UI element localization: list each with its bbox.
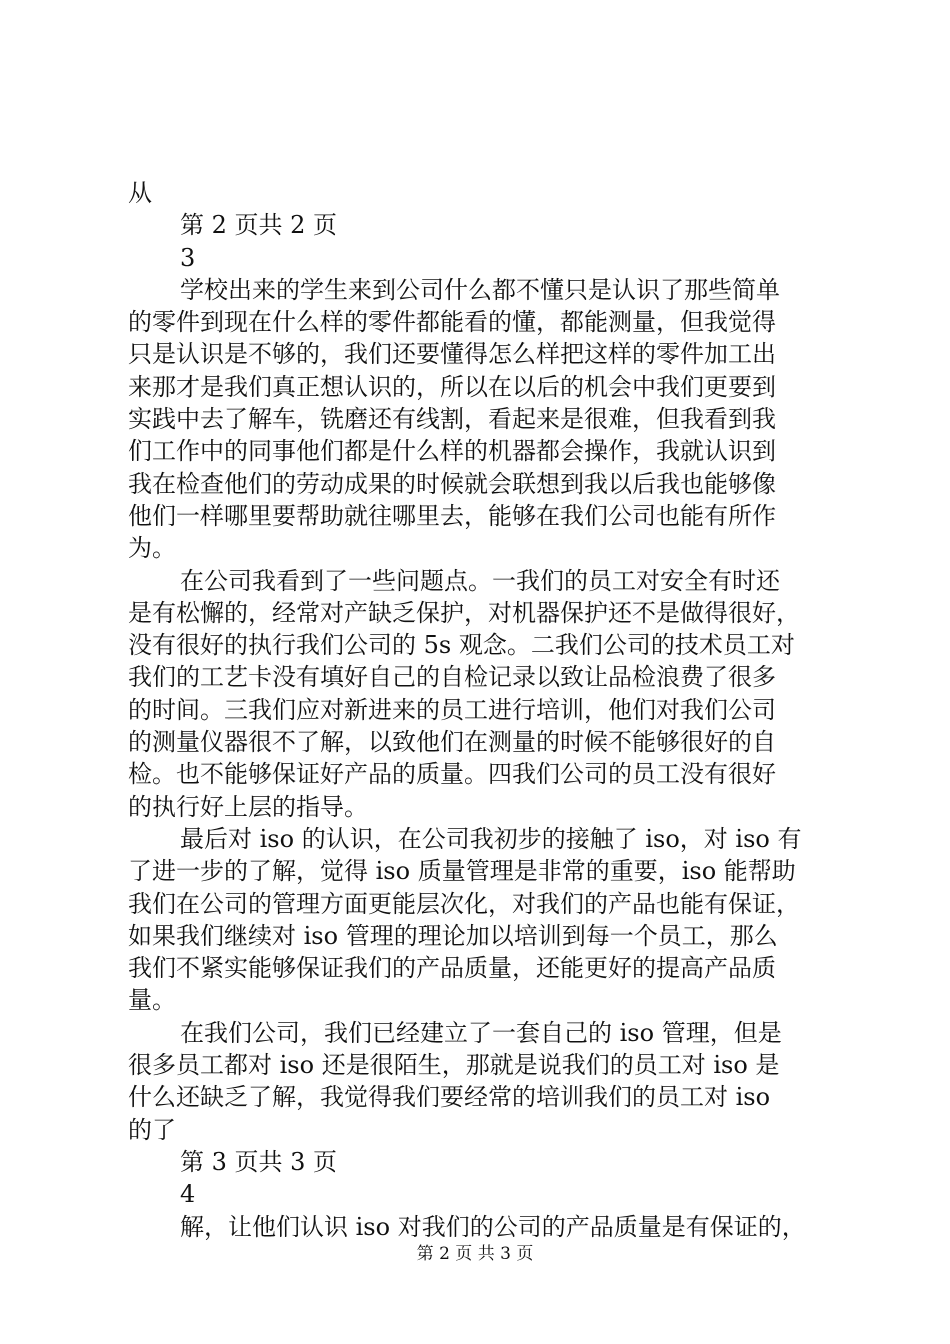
- paragraph-4-line: 的了: [128, 1115, 176, 1144]
- paragraph-4-line: 很多员工都对 iso 还是很陌生，那就是说我们的员工对 iso 是: [128, 1051, 780, 1080]
- paragraph-2-line: 在公司我看到了一些问题点。一我们的员工对安全有时还: [180, 566, 780, 595]
- paragraph-1-line: 我在检查他们的劳动成果的时候就会联想到我以后我也能够像: [128, 469, 776, 498]
- inline-page-number: 3: [180, 243, 196, 272]
- paragraph-2-line: 的时间。三我们应对新进来的员工进行培训，他们对我们公司: [128, 695, 776, 724]
- paragraph-4-line: 什么还缺乏了解，我觉得我们要经常的培训我们的员工对 iso: [128, 1083, 771, 1112]
- paragraph-3-line: 我们在公司的管理方面更能层次化，对我们的产品也能有保证，: [128, 889, 800, 918]
- paragraph-2-line: 的测量仪器很不了解，以致他们在测量的时候不能够很好的自: [128, 728, 776, 757]
- paragraph-1-line: 学校出来的学生来到公司什么都不懂只是认识了那些简单: [180, 275, 780, 304]
- page-footer: 第 2 页 共 3 页: [416, 1244, 534, 1264]
- paragraph-3-line: 如果我们继续对 iso 管理的理论加以培训到每一个员工，那么: [128, 921, 778, 950]
- paragraph-1-line: 实践中去了解车，铣磨还有线割，看起来是很难，但我看到我: [128, 405, 776, 434]
- paragraph-2-line: 的执行好上层的指导。: [128, 792, 368, 821]
- paragraph-2-line: 没有很好的执行我们公司的 5s 观念。二我们公司的技术员工对: [128, 631, 795, 660]
- paragraph-2-line: 检。也不能够保证好产品的质量。四我们公司的员工没有很好: [128, 760, 776, 789]
- text-line: 从: [128, 179, 152, 207]
- paragraph-5-line: 解，让他们认识 iso 对我们的公司的产品质量是有保证的，: [180, 1212, 806, 1241]
- paragraph-3-line: 了进一步的了解，觉得 iso 质量管理是非常的重要，iso 能帮助: [128, 857, 796, 886]
- paragraph-3-line: 量。: [128, 986, 176, 1015]
- paragraph-1-line: 们工作中的同事他们都是什么样的机器都会操作，我就认识到: [128, 437, 776, 466]
- paragraph-2-line: 是有松懈的，经常对产缺乏保护，对机器保护还不是做得很好，: [128, 598, 800, 627]
- document-body: [128, 177, 838, 1243]
- paragraph-1-line: 来那才是我们真正想认识的，所以在以后的机会中我们更要到: [128, 372, 776, 401]
- paragraph-4-line: 在我们公司，我们已经建立了一套自己的 iso 管理，但是: [180, 1018, 782, 1047]
- inline-page-marker: 第 3 页共 3 页: [180, 1147, 338, 1176]
- paragraph-2-line: 我们的工艺卡没有填好自己的自检记录以致让品检浪费了很多: [128, 663, 776, 692]
- inline-page-marker: 第 2 页共 2 页: [180, 211, 338, 240]
- inline-page-number: 4: [180, 1180, 196, 1209]
- paragraph-3-line: 最后对 iso 的认识，在公司我初步的接触了 iso，对 iso 有: [180, 824, 802, 853]
- paragraph-1-line: 的零件到现在什么样的零件都能看的懂，都能测量，但我觉得: [128, 308, 776, 337]
- paragraph-1-line: 只是认识是不够的，我们还要懂得怎么样把这样的零件加工出: [128, 340, 776, 369]
- paragraph-3-line: 我们不紧实能够保证我们的产品质量，还能更好的提高产品质: [128, 954, 776, 983]
- paragraph-1-line: 他们一样哪里要帮助就往哪里去，能够在我们公司也能有所作: [128, 501, 776, 530]
- paragraph-1-line: 为。: [128, 534, 176, 563]
